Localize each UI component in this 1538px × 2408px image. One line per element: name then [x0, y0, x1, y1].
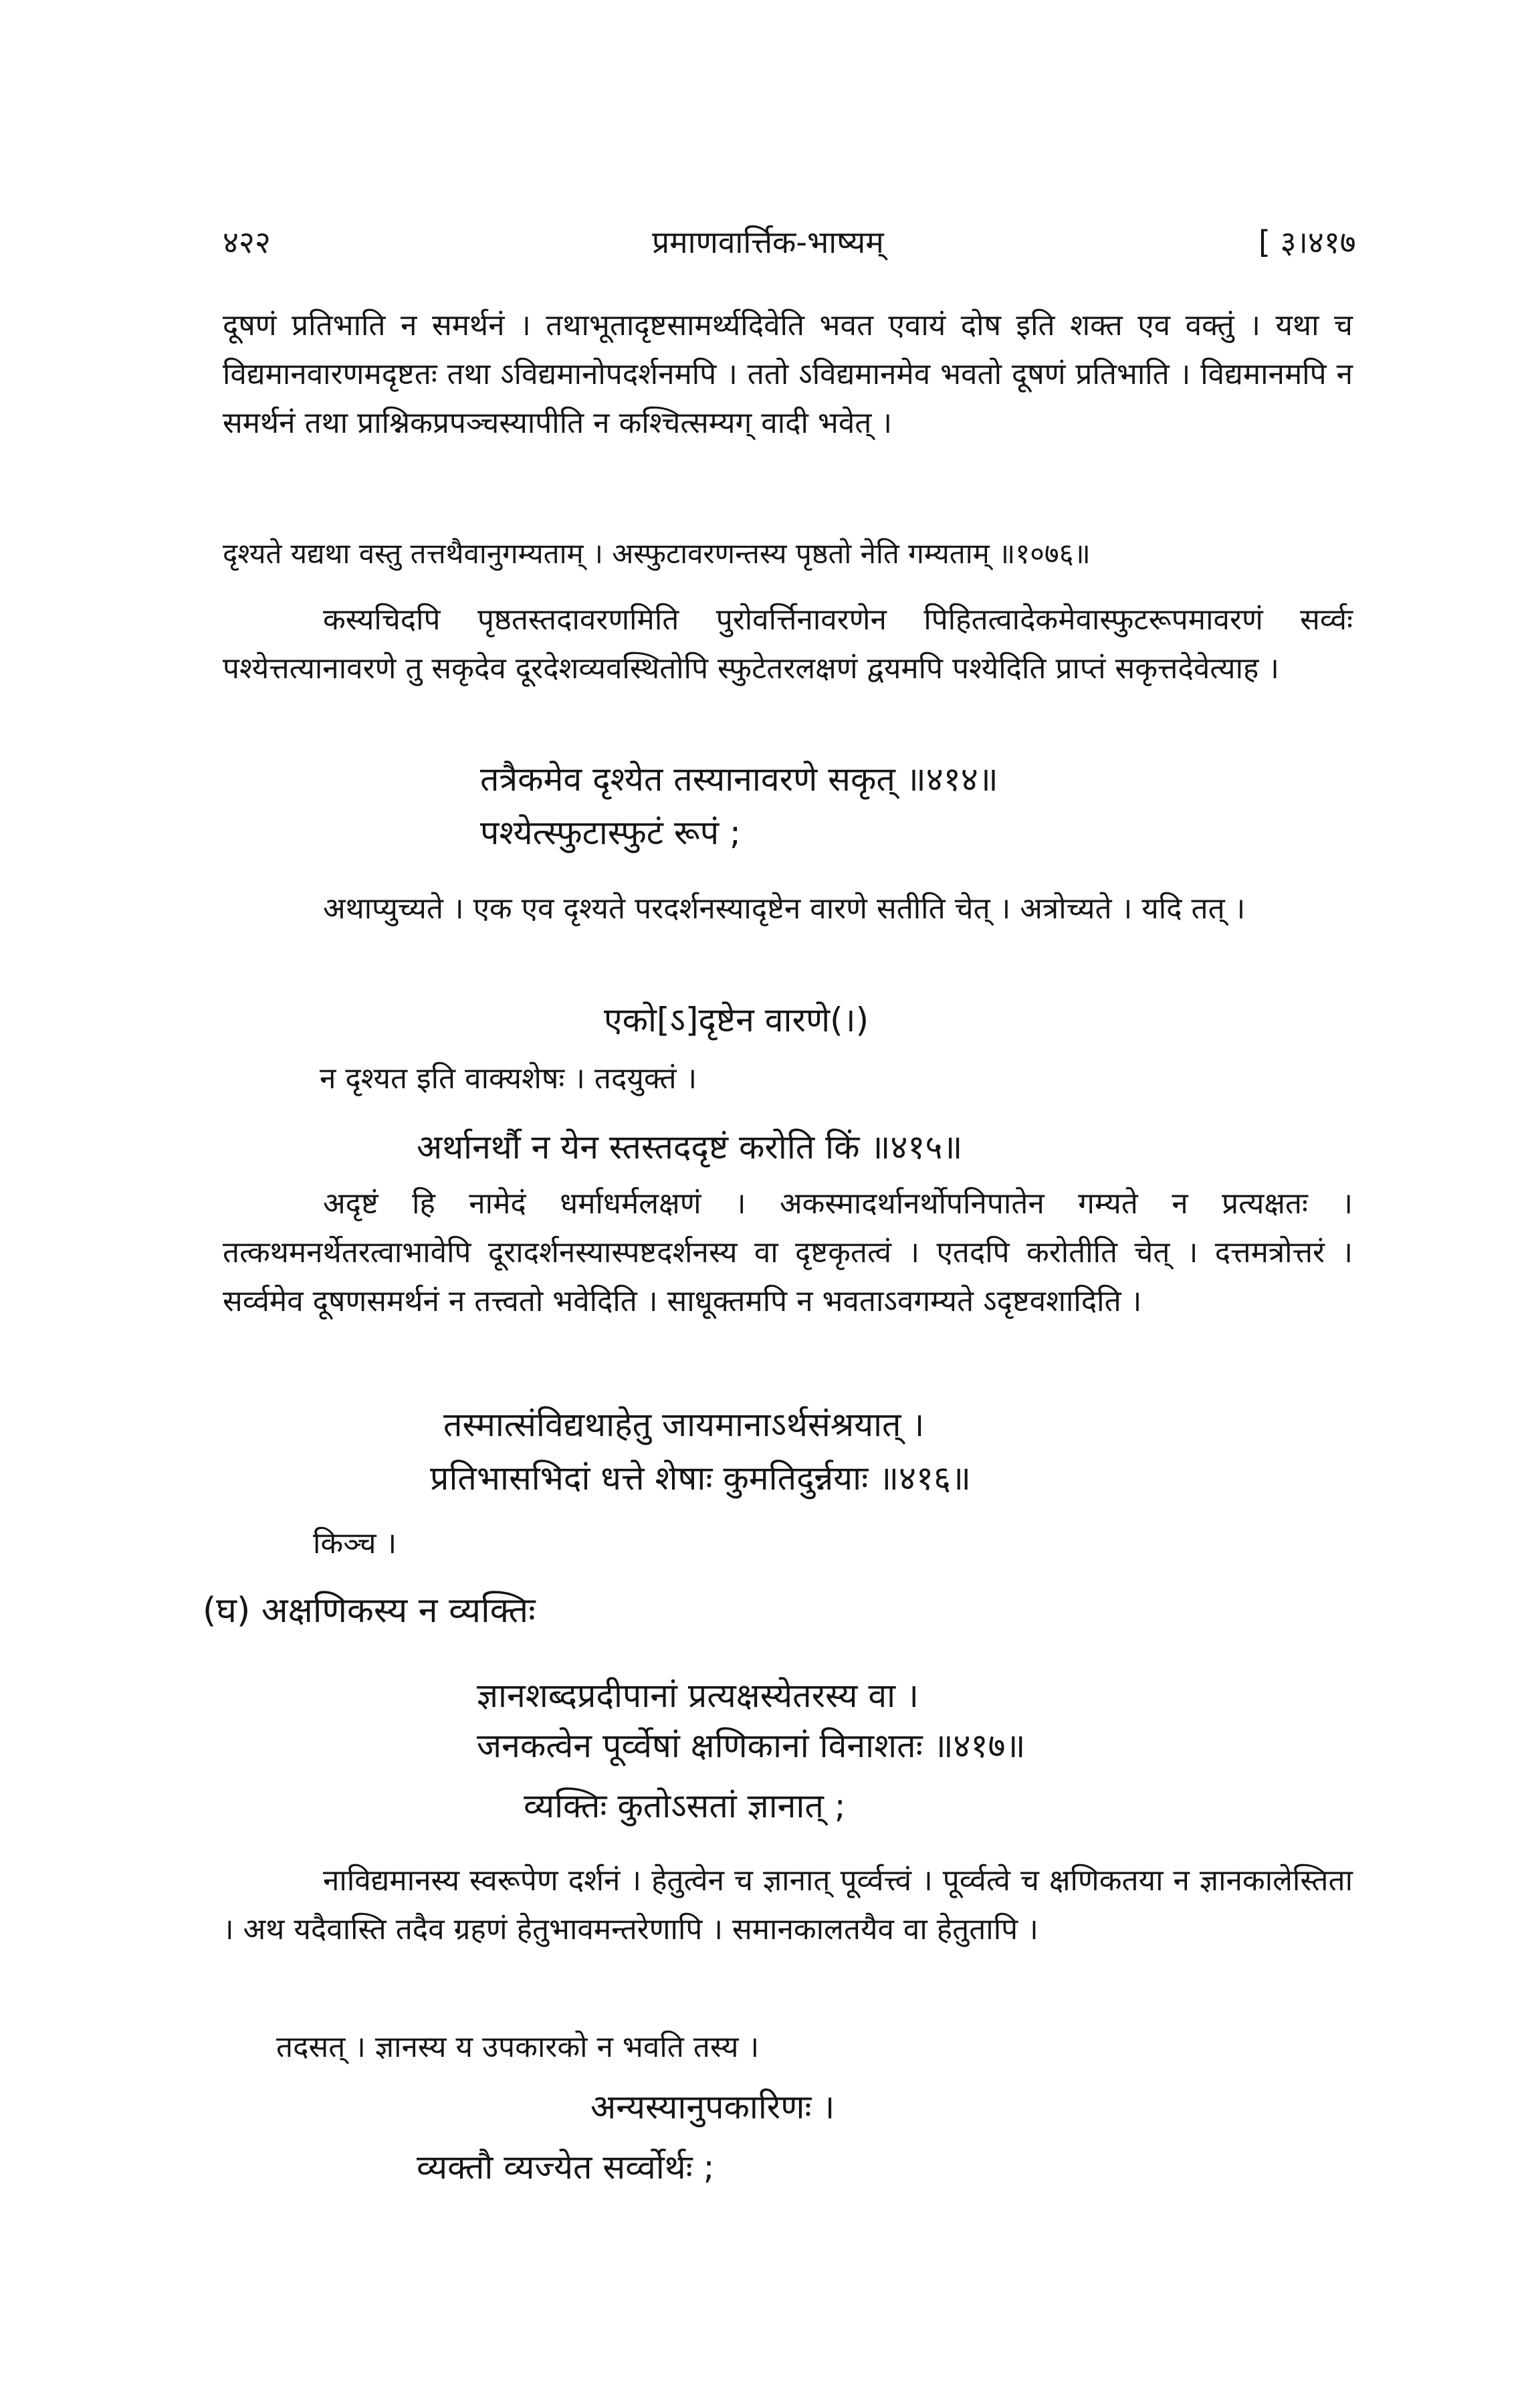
paragraph-7: तदसत् । ज्ञानस्य य उपकारको न भवति तस्य ।: [276, 2030, 760, 2064]
verse-416-line-1: तस्मात्संविद्यथाहेतु जायमानाऽर्थसंश्रयात् ।: [443, 1405, 925, 1444]
verse-414-line-2: पश्येत्स्फुटास्फुटं रूपं ;: [480, 813, 741, 852]
kinca-line: किञ्च ।: [313, 1526, 397, 1561]
verse-417-line-3: व्यक्तिः कुतोऽसतां ज्ञानात् ;: [524, 1787, 846, 1825]
verse-1076: दृश्यते यद्यथा वस्तु तत्तथैवानुगम्यताम् । अस्फुटावरणन्तस्य पृष्ठतो नेति गम्यताम् ॥१०७६॥: [223, 537, 1091, 570]
paragraph-3: अथाप्युच्यते । एक एव दृश्यते परदर्शनस्यादृष्टेन वारणे सतीति चेत् । अत्रोच्यते । यदि तत् ।: [323, 892, 1246, 926]
verse-416-line-2: प्रतिभासभिदां धत्ते शेषाः कुमतिदुर्न्नयाः ॥४१६॥: [430, 1459, 971, 1498]
verse-418-line-2: व्यक्तौ व्यज्येत सर्व्वोर्थः ;: [417, 2148, 715, 2187]
paragraph-4: न दृश्यत इति वाक्यशेषः । तदयुक्तं ।: [320, 1062, 697, 1096]
section-reference: [ ३।४१७: [1258, 224, 1356, 260]
section-heading: (घ) अक्षणिकस्य न व्यक्तिः: [203, 1591, 536, 1631]
verse-417-line-2: जनकत्वेन पूर्व्वेषां क्षणिकानां विनाशतः ॥४१७॥: [477, 1726, 1026, 1765]
page-number: ४२२: [223, 224, 271, 260]
running-title: प्रमाणवार्त्तिक-भाष्यम्: [652, 224, 884, 260]
verse-414-line-1: तत्रैकमेव दृश्येत तस्यानावरणे सकृत् ॥४१४॥: [480, 760, 998, 799]
paragraph-2: कस्यचिदपि पृष्ठतस्तदावरणमिति पुरोवर्त्तिनावरणेन पिहितत्वादेकमेवास्फुटरूपमावरणं सर्व्वः पश्येत्तत्यानावरणे तु सकृदेव दूरदेशव्यवस्थितोपि स्फुटेतरलक्षणं द्वयमपि पश्येदिति प्राप्तं सकृत्तदेवेत्याह ।: [223, 603, 1353, 686]
paragraph-1: दूषणं प्रतिभाति न समर्थनं । तथाभूतादृष्टसामर्थ्यदिवेति भवत एवायं दोष इति शक्त एव वक्तुं । यथा च विद्यमानवारणमदृष्टतः तथा ऽविद्यमानोपदर्शनमपि । ततो ऽविद्यमानमेव भवतो दूषणं प्रतिभाति । विद्यमानमपि न समर्थनं तथा प्राश्निकप्रपञ्चस्यापीति न कश्चित्सम्यग् वादी भवेत् ।: [223, 308, 1353, 440]
paragraph-6: नाविद्यमानस्य स्वरूपेण दर्शनं । हेतुत्वेन च ज्ञानात् पूर्व्वत्त्वं । पूर्व्वत्वे च क्षणिकतया न ज्ञानकालेस्तिता । अथ यदैवास्ति तदैव ग्रहणं हेतुभावमन्तरेणापि । समानकालतयैव वा हेतुतापि ।: [223, 1864, 1353, 1946]
verse-418-line-1: अन्यस्यानुपकारिणः ।: [590, 2088, 835, 2126]
paragraph-5: अदृष्टं हि नामेदं धर्माधर्मलक्षणं । अकस्मादर्थानर्थोपनिपातेन गम्यते न प्रत्यक्षतः । तत्कथमनर्थेतरत्वाभावेपि दूरादर्शनस्यास्पष्टदर्शनस्य वा दृष्टकृतत्वं । एतदपि करोतीति चेत् । दत्तमत्रोत्तरं । सर्व्वमेव दूषणसमर्थनं न तत्त्वतो भवेदिति । साधूक्तमपि न भवताऽवगम्यते ऽदृष्टवशादिति ।: [223, 1187, 1353, 1318]
verse-417-line-1: ज्ञानशब्दप्रदीपानां प्रत्यक्षस्येतरस्य वा ।: [477, 1676, 919, 1715]
verse-415-line-1: एको[ऽ]दृष्टेन वारणे(।): [604, 1001, 869, 1039]
verse-415-line-2: अर्थानर्थौ न येन स्तस्तददृष्टं करोति किं ॥४१५॥: [417, 1128, 963, 1167]
